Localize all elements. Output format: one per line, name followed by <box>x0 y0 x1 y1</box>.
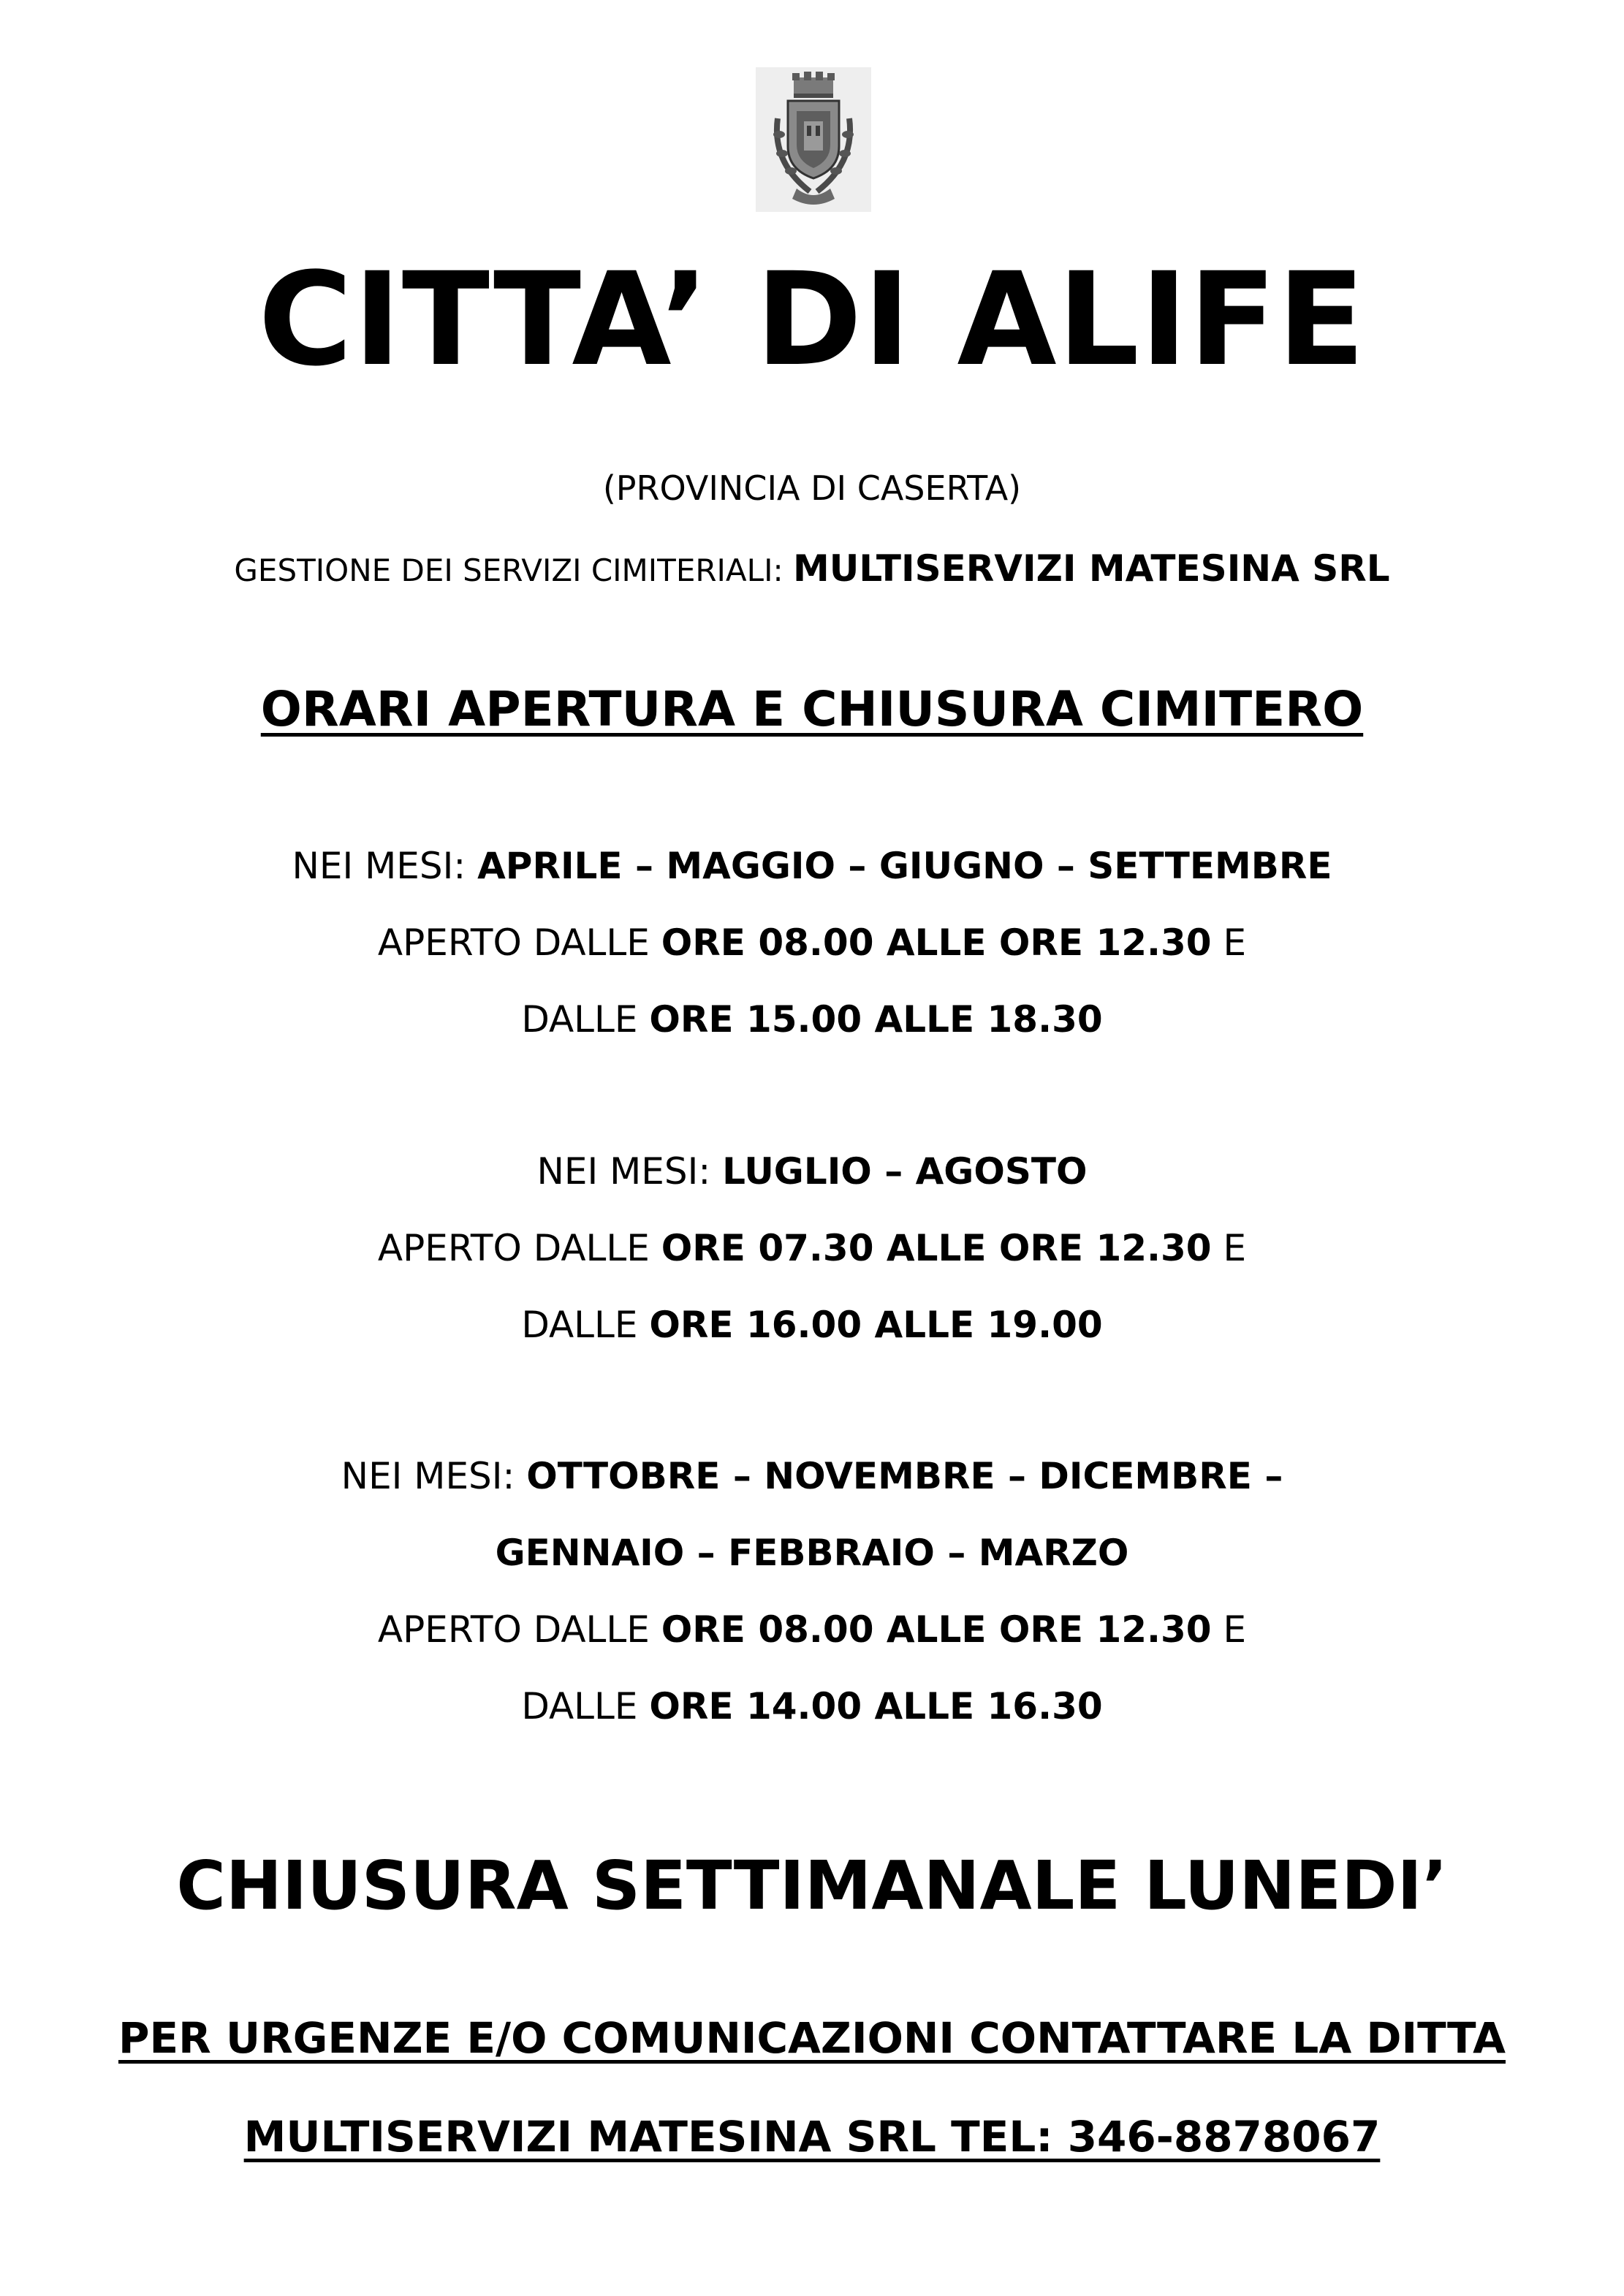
from-label: DALLE <box>521 1685 638 1727</box>
open-label: APERTO DALLE <box>377 1608 650 1651</box>
schedule-3-morning <box>0 1608 1624 1651</box>
months-list: OTTOBRE – NOVEMBRE – DICEMBRE – <box>526 1455 1283 1497</box>
schedule-3-afternoon <box>0 1685 1624 1727</box>
management-company: MULTISERVIZI MATESINA SRL <box>792 547 1390 590</box>
coat-of-arms-icon <box>756 67 871 212</box>
months-label: NEI MESI: <box>536 1150 711 1193</box>
schedule-3-months <box>0 1455 1624 1497</box>
conjunction: E <box>1223 1608 1247 1651</box>
months-list: LUGLIO – AGOSTO <box>722 1150 1088 1193</box>
contact-line-2: MULTISERVIZI MATESINA SRL TEL: 346-8878067 <box>243 2112 1381 2162</box>
schedule-2-months <box>0 1150 1624 1193</box>
morning-hours: ORE 08.00 ALLE ORE 12.30 <box>661 1608 1212 1651</box>
schedule-2-afternoon <box>0 1304 1624 1346</box>
schedule-2-morning <box>0 1227 1624 1269</box>
open-label: APERTO DALLE <box>377 921 650 964</box>
morning-hours: ORE 07.30 ALLE ORE 12.30 <box>661 1227 1212 1269</box>
conjunction: E <box>1223 921 1247 964</box>
province-subtitle: (PROVINCIA DI CASERTA) <box>602 468 1022 508</box>
management-line <box>0 547 1624 590</box>
contact-line-1: PER URGENZE E/O COMUNICAZIONI CONTATTARE LA DITTA <box>118 2013 1506 2063</box>
afternoon-hours: ORE 14.00 ALLE 16.30 <box>649 1685 1103 1727</box>
schedule-heading: ORARI APERTURA E CHIUSURA CIMITERO <box>260 681 1364 737</box>
conjunction: E <box>1223 1227 1247 1269</box>
schedule-1-months <box>0 845 1624 887</box>
months-list: APRILE – MAGGIO – GIUGNO – SETTEMBRE <box>477 845 1332 887</box>
afternoon-hours: ORE 15.00 ALLE 18.30 <box>649 998 1103 1041</box>
months-label: NEI MESI: <box>292 845 466 887</box>
morning-hours: ORE 08.00 ALLE ORE 12.30 <box>661 921 1212 964</box>
months-label: NEI MESI: <box>341 1455 515 1497</box>
management-label: GESTIONE DEI SERVIZI CIMITERIALI: <box>234 552 783 588</box>
from-label: DALLE <box>521 1304 638 1346</box>
schedule-1-afternoon <box>0 998 1624 1041</box>
from-label: DALLE <box>521 998 638 1041</box>
schedule-3-months-continued: GENNAIO – FEBBRAIO – MARZO <box>495 1532 1129 1574</box>
weekly-closure-notice: CHIUSURA SETTIMANALE LUNEDI’ <box>176 1847 1448 1925</box>
open-label: APERTO DALLE <box>377 1227 650 1269</box>
page-title: CITTA’ DI ALIFE <box>258 245 1366 395</box>
afternoon-hours: ORE 16.00 ALLE 19.00 <box>649 1304 1103 1346</box>
schedule-1-morning <box>0 921 1624 964</box>
